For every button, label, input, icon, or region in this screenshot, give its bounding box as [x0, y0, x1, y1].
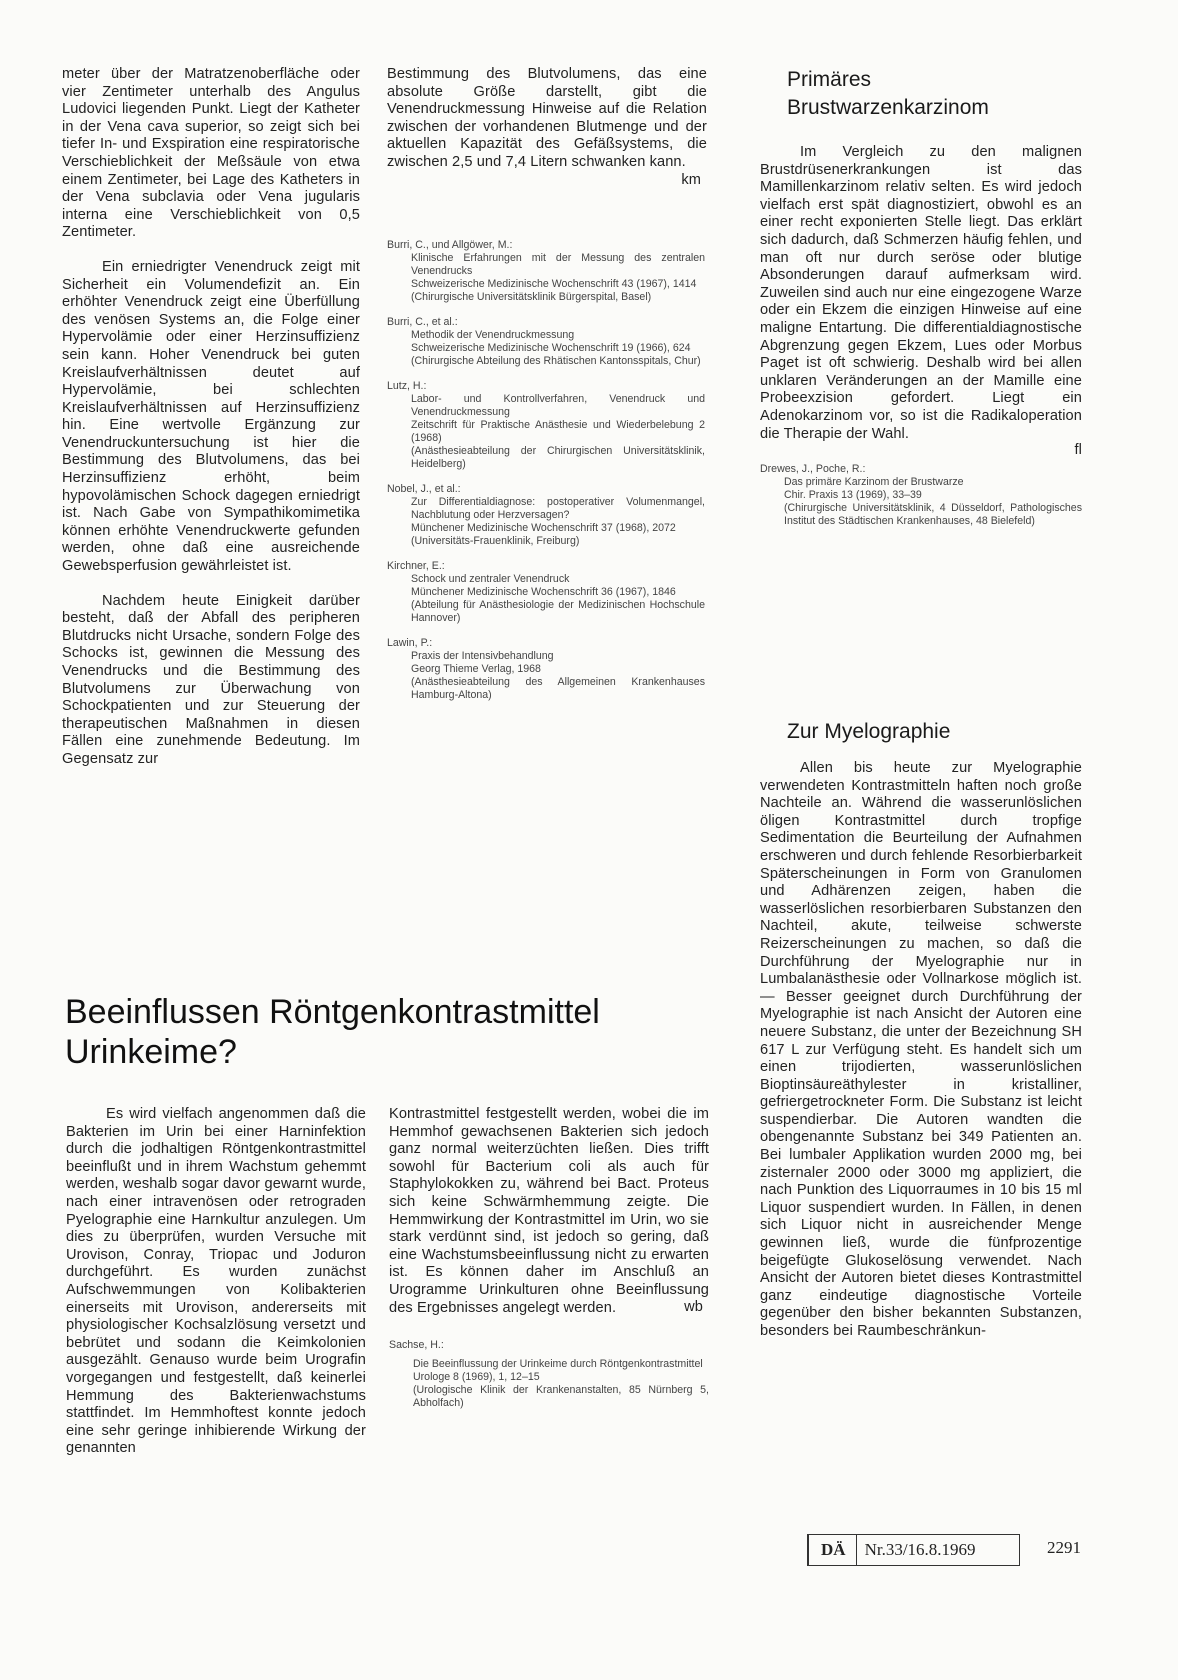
reference-line: (Universitäts-Frauenklinik, Freiburg) — [411, 535, 580, 547]
reference-line: (Anästhesieabteilung des Allgemeinen Krankenhauses Hamburg-Altona) — [411, 676, 705, 701]
reference-author: Burri, C., et al.: — [387, 316, 458, 328]
journal-issue-box — [807, 1534, 1020, 1566]
page-number: 2291 — [1047, 1538, 1081, 1557]
reference-line: (Urologische Klinik der Krankenanstalten, 85 Nürnberg 5, Abholfach) — [413, 1383, 709, 1409]
title-line: Brustwarzenkarzinom — [787, 96, 989, 119]
reference-author: Lutz, H.: — [387, 380, 427, 392]
author-signature: km — [681, 171, 701, 188]
reference-line: Das primäre Karzinom der Brustwarze — [784, 476, 964, 489]
reference-line: Chir. Praxis 13 (1969), 33–39 — [784, 489, 922, 502]
article-myelographie — [760, 718, 1082, 1341]
reference-entry — [389, 1339, 709, 1410]
article-roentgen-col2 — [389, 1106, 709, 1422]
reference-line: Münchener Medizinische Wochenschrift 36 (1967), 1846 — [411, 586, 676, 598]
paragraph: Es wird vielfach angenommen daß die Bakterien im Urin bei einer Harninfektion durch die jodhaltigen Röntgenkontrastmittel beeinflußt und in ihrem Wachstum gehemmt werden, weshalb sogar davor gewarnt wurde, nach einer intravenösen oder retrograden Pyelographie eine Harnkultur anzulegen. Um dies zu überprüfen, wurden Versuche mit Urovison, Conray, Triopac und Joduron durchgeführt. Es wurden zunächst Aufschwemmungen von Kolibakterien einerseits mit Urovison, andererseits mit physiologischer Kochsalzlösung versetzt und bebrütet und sodann die Keimkolonien ausgezählt. Genauso wurde beim Urografin vorgegangen und festgestellt, daß keinerlei Hemmung des Bakterienwachstums stattfindet. Im Hemmhoftest konnte jedoch eine sehr geringe inhibierende Wirkung der genannten — [66, 1106, 366, 1457]
reference-line: Methodik der Venendruckmessung — [411, 329, 575, 341]
article-title — [760, 66, 1082, 122]
reference-line: Schock und zentraler Venendruck — [411, 573, 570, 585]
journal-logo: DÄ — [809, 1535, 857, 1565]
reference-line: Urologe 8 (1969), 1, 12–15 — [413, 1370, 540, 1383]
reference-line: Georg Thieme Verlag, 1968 — [411, 663, 541, 675]
author-signature: wb — [684, 1299, 703, 1316]
reference-line: Praxis der Intensivbehandlung — [411, 650, 554, 662]
page-footer — [807, 1534, 1167, 1568]
author-signature: fl — [1074, 442, 1082, 459]
reference-line: Münchener Medizinische Wochenschrift 37 (1968), 2072 — [411, 522, 676, 534]
reference-author: Sachse, H.: — [389, 1338, 444, 1351]
reference-author: Nobel, J., et al.: — [387, 483, 461, 495]
title-line: Primäres — [787, 68, 872, 91]
paragraph: meter über der Matratzenoberfläche oder vier Zentimeter unterhalb des Angulus Ludovici liegenden Punkt. Liegt der Katheter in der Vena cava superior, so zeigt sich bei tiefer In- und Exspiration eine respiratorische Verschieblichkeit der Meßsäule von etwa einem Zentimeter, bei Lage des Katheters in der Vena subclavia oder Vena jugularis interna eine Verschieblichkeit von 0,5 Zentimeter. — [62, 66, 360, 241]
paragraph: Nachdem heute Einigkeit darüber besteht, daß der Abfall des peripheren Blutdrucks nicht Ursache, sondern Folge des Schocks ist, gewinnen die Messung des Venendrucks und die Bestimmung des Blutvolumens zur Überwachung von Schockpatienten und zur Steuerung der therapeutischen Maßnahmen in diesen Fällen eine zunehmende Bedeutung. Im Gegensatz zur — [62, 592, 360, 767]
reference-line: (Anästhesieabteilung der Chirurgischen Universitätsklinik, Heidelberg) — [411, 445, 705, 470]
reference-line: (Abteilung für Anästhesiologie der Medizinischen Hochschule Hannover) — [411, 599, 705, 624]
reference-entry — [387, 483, 705, 548]
paragraph — [387, 66, 707, 188]
reference-entry — [387, 380, 705, 471]
article-mamille — [760, 66, 1082, 540]
reference-line: (Chirurgische Universitätsklinik Bürgerspital, Basel) — [411, 291, 652, 303]
article-title: Zur Myelographie — [787, 720, 951, 743]
reference-line: Labor- und Kontrollverfahren, Venendruck und Venendruckmessung — [411, 393, 705, 418]
reference-author: Kirchner, E.: — [387, 560, 445, 572]
paragraph: Ein erniedrigter Venendruck zeigt mit Sicherheit ein Volumendefizit an. Ein erhöhter Venendruck zeigt eine Überfüllung des venösen Systems an, die Folge einer Hypervolämie oder einer Herzinsuffizienz sein kann. Hoher Venendruck bei guten Kreislaufverhältnissen deutet auf Hypervolämie, bei schlechten Kreislaufverhältnissen auf Herzinsuffizienz hin. Eine wertvolle Ergänzung zur Venendruckuntersuchung ist hier die Bestimmung des Blutvolumens, das bei Herzinsuffizienz erhöht, beim hypovolämischen Schock dagegen erniedrigt ist. Nach Gabe von Sympathikomimetika können erhöhte Venendruckwerte gefunden werden, ohne daß eine ausreichende Gewebsperfusion gewährleistet ist. — [62, 258, 360, 575]
references-venendruck — [387, 239, 705, 714]
reference-line: (Chirurgische Abteilung des Rhätischen Kantonsspitals, Chur) — [411, 355, 701, 367]
reference-author: Drewes, J., Poche, R.: — [760, 463, 866, 476]
article-roentgen-col1 — [66, 1106, 366, 1458]
reference-line: (Chirurgische Universitätsklinik, 4 Düsseldorf, Pathologisches Institut des Städtischen Krankenhauses, 48 Bielefeld) — [784, 502, 1082, 528]
title-line: Urinkeime? — [65, 1033, 237, 1071]
reference-line: Klinische Erfahrungen mit der Messung des zentralen Venendrucks — [411, 252, 705, 277]
issue-info: Nr.33/16.8.1969 — [864, 1540, 976, 1559]
article-title — [65, 992, 725, 1072]
reference-entry — [387, 239, 705, 304]
column-1-text — [62, 66, 360, 769]
title-line: Beeinflussen Röntgenkontrastmittel — [65, 993, 600, 1031]
column-2-text — [387, 66, 707, 189]
reference-author: Lawin, P.: — [387, 637, 433, 649]
reference-line: Schweizerische Medizinische Wochenschrift 43 (1967), 1414 — [411, 278, 697, 290]
reference-entry — [387, 637, 705, 702]
paragraph-text: Bestimmung des Blutvolumens, das eine absolute Größe darstellt, gibt die Venendruckmessung Hinweise auf die Relation zwischen der vorhandenen Blutmenge und der aktuellen Kapazität des Gefäßsystems, die zwischen 2,5 und 7,4 Litern schwanken kann. — [387, 66, 707, 170]
reference-entry — [760, 463, 1082, 528]
reference-entry — [387, 316, 705, 368]
paragraph: Allen bis heute zur Myelographie verwendeten Kontrastmitteln haften noch große Nachteile an. Während die wasserunlöslichen öligen Kontrastmittel durch tropfige Sedimentation die Beurteilung der Aufnahmen erschweren und durch fehlende Resorbierbarkeit Späterscheinungen in Form von Granulomen und Adhärenzen zeigen, haben die wasserlöslichen resorbierbaren Substanzen den Nachteil, akute, teilweise schwerste Reizerscheinungen zu machen, so daß die Durchführung der Myelographie nur in Lumbalanästhesie oder Vollnarkose möglich ist. — Besser geeignet durch Durchführung der Myelographie ist nach Ansicht der Autoren eine neuere Substanz, die unter der Bezeichnung SH 617 L zur Verfügung steht. Es handelt sich um einen trijodierten, wasserunlöslichen Bioptinsäureäthylester in kristalliner, gefriergetrockneter Form. Die Substanz ist leicht suspendierbar. Die Autoren wandten die obengenannte Substanz bei 349 Patienten an. Bei lumbaler Applikation wurden 2000 mg, bei zisternaler 2000 oder 3000 mg appliziert, die nach Punktion des Liquorraumes in 10 bis 15 ml Liquor suspendiert wurden. In Fällen, in denen sich Liquor nicht in ausreichender Menge gewinnen ließ, wurde die fünfprozentige beigefügte Glukoselösung verwendet. Nach Ansicht der Autoren bietet dieses Kontrastmittel ganz eindeutige diagnostische Vorteile gegenüber den bisher bekannten Substanzen, besonders bei Raumbeschränkun- — [760, 760, 1082, 1339]
paragraph: Im Vergleich zu den malignen Brustdrüsenerkrankungen ist das Mamillenkarzinom relativ selten. Es wird jedoch vielfach erst spät diagnostiziert, obwohl es an einer recht exponierten Stelle liegt. Das erklärt sich dadurch, daß Schmerzen häufig fehlen, und man oft nur durch seröse oder blutige Absonderungen darauf aufmerksam wird. Zuweilen sind auch nur eine eingezogene Warze oder ein Ekzem die einzigen Hinweise auf eine maligne Entartung. Die differentialdiagnostische Abgrenzung gegen Ekzem, Lues oder Morbus Paget ist oft schwierig. Deshalb wird bei allen unklaren Veränderungen an der Mamille eine Probeexzision gefordert. Liegt ein Adenokarzinom vor, so ist die Radikaloperation die Therapie der Wahl. — [760, 144, 1082, 442]
paragraph: Kontrastmittel festgestellt werden, wobei die im Hemmhof gewachsenen Bakterien sich jedoch ganz normal weiterzüchten ließen. Dies trifft sowohl für Bacterium coli als auch für Staphylokokken zu, während bei Bact. Proteus sich keine Schwärmhemmung zeigte. Die Hemmwirkung der Kontrastmittel im Urin, wo sie stark verdünnt sind, ist jedoch so gering, daß eine Wachstumsbeeinflussung nicht zu erwarten ist. Es können daher im Anschluß an Urogramme Urinkulturen ohne Beeinflussung des Ergebnisses angelegt werden. — [389, 1106, 709, 1316]
reference-author: Burri, C., und Allgöwer, M.: — [387, 239, 513, 251]
reference-entry — [387, 560, 705, 625]
reference-line: Schweizerische Medizinische Wochenschrift 19 (1966), 624 — [411, 342, 691, 354]
reference-line: Zur Differentialdiagnose: postoperativer Volumenmangel, Nachblutung oder Herzversagen? — [411, 496, 705, 521]
reference-line: Die Beeinflussung der Urinkeime durch Röntgenkontrastmittel — [413, 1357, 703, 1370]
reference-line: Zeitschrift für Praktische Anästhesie und Wiederbelebung 2 (1968) — [411, 419, 705, 444]
